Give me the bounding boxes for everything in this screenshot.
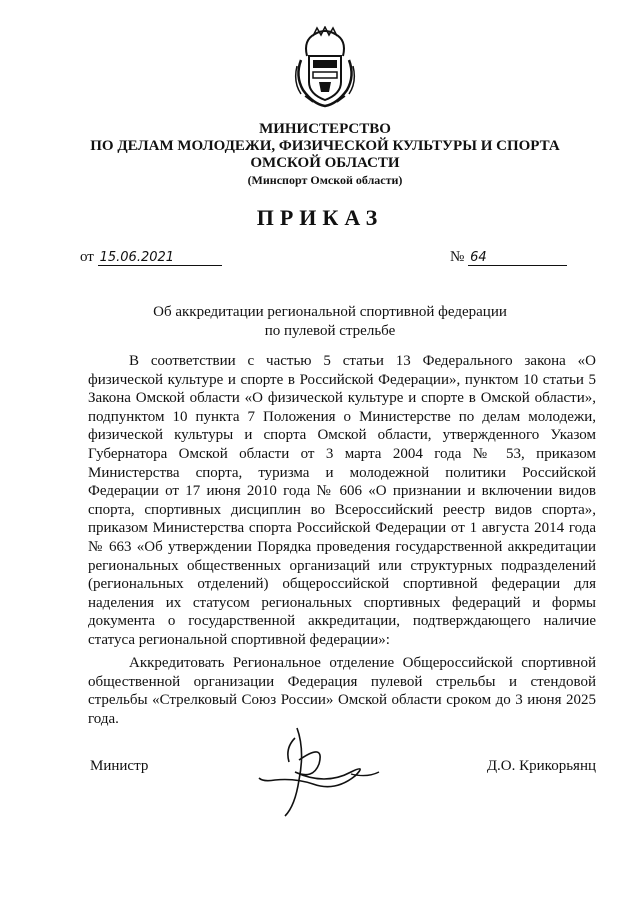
ministry-line-2: ПО ДЕЛАМ МОЛОДЕЖИ, ФИЗИЧЕСКОЙ КУЛЬТУРЫ И СПОРТА — [90, 138, 560, 154]
ministry-header — [90, 121, 560, 189]
order-subject — [150, 303, 510, 341]
signatory-name: Д.О. Крикорьянц — [486, 758, 596, 774]
ministry-short-name: (Минспорт Омской области) — [247, 173, 403, 187]
date-prefix: от — [80, 249, 94, 265]
signatory-title: Министр — [90, 758, 149, 774]
subject-line-2: по пулевой стрельбе — [264, 323, 396, 339]
coat-of-arms-emblem — [293, 26, 357, 108]
body-paragraph-decision: Аккредитовать Региональное отделение Общероссийской спортивной общественной организации Федерация пулевой стрельбы и стендовой стрельбы «Стрелковый Союз России» Омской области сроком до 3 июня 2025 года. — [88, 655, 596, 727]
number-value: 64 — [468, 250, 567, 266]
order-title: ПРИКАЗ — [256, 205, 384, 230]
body-paragraph-legal-basis: В соответствии с частью 5 статьи 13 Федерального закона «О физической культуре и спорте в Российской Федерации», пунктом 10 статьи 5 Закона Омской области «О физической культуре и спорте в Омской области», подпунктом 10 пункта 7 Положения о Министерстве по делам молодежи, физической культуры и спорта Омской области, утвержденного Указом Губернатора Омской области от 3 марта 2004 года № 53, приказом Министерства спорта, туризма и молодежной политики Российской Федерации от 17 июня 2010 года № 606 «О признании и включении видов спорта, спортивных дисциплин во Всероссийский реестр видов спорта», приказом Министерства спорта Российской Федерации от 1 августа 2014 года № 663 «Об утверждении Порядка проведения государственной аккредитации региональных общественных организаций или структурных подразделений (региональных отделений) общероссийской спортивной федерации для наделения их статусом региональных спортивных федераций и формы документа о государственной аккредитации, подтверждающего наличие статуса региональной спортивной федерации»: — [88, 353, 596, 648]
ministry-line-3: ОМСКОЙ ОБЛАСТИ — [250, 155, 400, 171]
handwritten-signature — [255, 720, 385, 820]
subject-line-1: Об аккредитации региональной спортивной федерации — [153, 304, 507, 320]
date-value: 15.06.2021 — [98, 250, 222, 266]
ministry-line-1: МИНИСТЕРСТВО — [259, 121, 391, 137]
order-date — [80, 249, 222, 266]
order-number — [450, 249, 567, 266]
number-prefix: № — [450, 249, 465, 265]
